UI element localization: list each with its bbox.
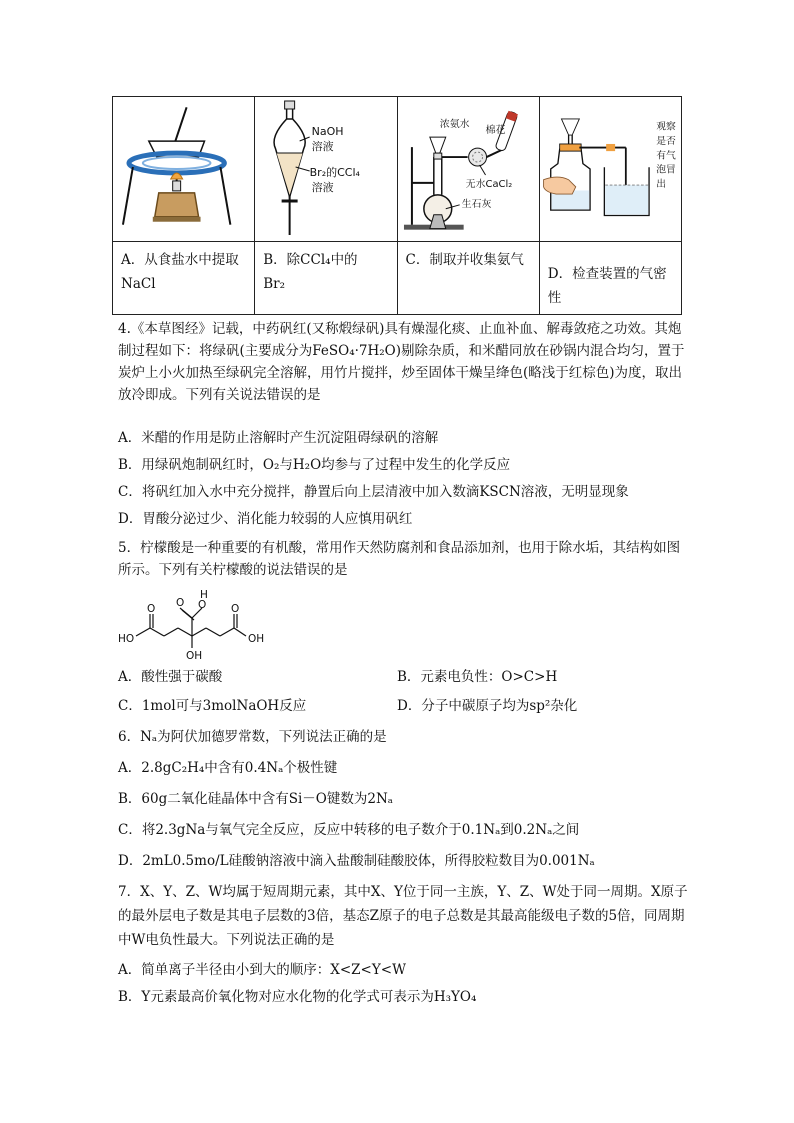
apparatus-table (112, 96, 682, 315)
label-observe-4: 泡冒 (655, 164, 676, 176)
mol-oh-right: OH (248, 633, 265, 645)
mol-ho-left: HO (118, 633, 135, 645)
label-cotton: 棉花 (485, 125, 505, 137)
q6-option-a: A．2.8gC₂H₄中含有0.4Nₐ个极性键 (118, 760, 338, 776)
mol-o-right: O (231, 603, 240, 615)
mol-h-top: H (200, 589, 208, 601)
mol-o-top-right: O (198, 599, 207, 611)
label-observe-5: 出 (655, 178, 666, 190)
label-lime: 生石灰 (461, 198, 491, 210)
label-naoh: NaOH (311, 125, 344, 138)
q5-option-a: A．酸性强于碳酸 (118, 669, 223, 685)
airtightness-check-figure (540, 97, 681, 241)
label-br2-ccl4: Br₂的CCl₄ (309, 166, 361, 179)
figure-cell-a (113, 97, 255, 242)
label-cacl2: 无水CaCl₂ (465, 178, 512, 190)
label-solution-2: 溶液 (311, 181, 334, 194)
q6-option-b: B．60g二氧化硅晶体中含有Si－O键数为2Nₐ (118, 791, 393, 807)
q7-option-a: A．简单离子半径由小到大的顺序：X<Z<Y<W (118, 962, 406, 978)
q4-option-c: C．将矾红加入水中充分搅拌，静置后向上层清液中加入数滴KSCN溶液，无明显现象 (118, 484, 629, 500)
label-observe-3: 有气 (655, 150, 676, 162)
q7-option-b: B．Y元素最高价氧化物对应水化物的化学式可表示为H₃YO₄ (118, 989, 477, 1005)
q6-stem: 6．Nₐ为阿伏加德罗常数，下列说法正确的是 (118, 729, 387, 745)
q4-option-b: B．用绿矾炮制矾红时，O₂与H₂O均参与了过程中发生的化学反应 (118, 457, 511, 473)
figure-cell-b (255, 97, 397, 242)
label-ammonia: 浓氨水 (439, 119, 470, 131)
caption-c: C．制取并收集氨气 (397, 242, 539, 315)
q5-option-d: D．分子中碳原子均为sp²杂化 (397, 698, 578, 714)
citric-acid-structure (118, 586, 268, 662)
separatory-funnel-figure (255, 97, 396, 241)
q4-stem: 4.《本草图经》记载，中药矾红(又称煅绿矾)具有燥湿化痰、止血补血、解毒敛疮之功效。其炮制过程如下：将绿矾(主要成分为FeSO₄·7H₂O)剔除杂质，和米醋同放在砂锅内混合均匀，置于炭炉上小火加热至绿矾完全溶解，用竹片搅拌，炒至固体干燥呈绛色(略浅于红棕色)为度，取出放冷即成。下列有关说法错误的是 (118, 321, 685, 403)
q6-option-c: C．将2.3gNa与氧气完全反应，反应中转移的电子数介于0.1Nₐ到0.2Nₐ之间 (118, 822, 580, 838)
mol-o-top: O (176, 597, 185, 609)
q4-option-a: A．米醋的作用是防止溶解时产生沉淀阻碍绿矾的溶解 (118, 430, 439, 446)
q5-option-b: B．元素电负性：O>C>H (397, 669, 558, 685)
figure-cell-c (397, 97, 539, 242)
label-solution-1: 溶液 (311, 140, 334, 153)
q4-option-d: D．胃酸分泌过少、消化能力较弱的人应慎用矾红 (118, 511, 413, 527)
label-observe-2: 是否 (655, 135, 676, 147)
mol-o-left: O (147, 603, 156, 615)
figure-cell-d (539, 97, 681, 242)
ammonia-preparation-figure (398, 97, 539, 241)
caption-d: D．检查装置的气密性 (539, 242, 681, 315)
caption-b: B．除CCl₄中的 Br₂ (255, 242, 397, 315)
evaporation-apparatus-figure (113, 97, 254, 241)
q7-stem: 7．X、Y、Z、W均属于短周期元素，其中X、Y位于同一主族，Y、Z、W处于同一周期。X原子的最外层电子数是其电子层数的3倍，基态Z原子的电子总数是其最高能级电子数的5倍，同周期中W电负性最大。下列说法正确的是 (118, 884, 688, 948)
q5-stem: 5．柠檬酸是一种重要的有机酸，常用作天然防腐剂和食品添加剂，也用于除水垢，其结构如图所示。下列有关柠檬酸的说法错误的是 (118, 540, 681, 578)
mol-oh-center: OH (186, 650, 203, 662)
q6-option-d: D．2mL0.5mo/L硅酸钠溶液中滴入盐酸制硅酸胶体，所得胶粒数目为0.001Nₐ (118, 853, 595, 869)
q5-option-c: C．1mol可与3molNaOH反应 (118, 698, 307, 714)
caption-a: A．从食盐水中提取NaCl (113, 242, 255, 315)
label-observe-1: 观察 (655, 121, 676, 133)
